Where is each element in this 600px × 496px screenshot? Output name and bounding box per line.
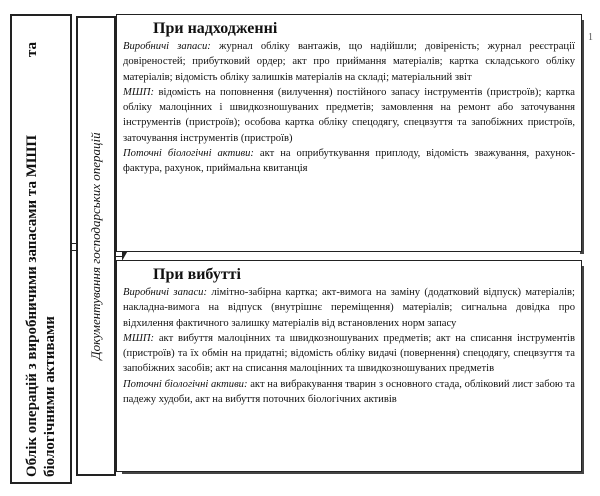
main-title-text: Облік операцій з виробничими запасами та МШП	[24, 135, 40, 477]
documentation-label: Документування господарських операцій	[88, 132, 103, 360]
arrival-heading: При надходженні	[153, 20, 278, 37]
item-text: лімітно-забірна картка; акт-вимога на заміну (додатковий відпуск) матеріалів; накладна-вимога на відпуск (внутрішнє переміщення) матеріалів; сигнальна довідка про відхилення фактичного залишку матеріалів від встановлених норм запасу	[123, 287, 575, 329]
item-category: МШП:	[123, 332, 155, 344]
main-title-tail: та	[24, 41, 40, 57]
main-title	[23, 21, 59, 477]
item-category: Поточні біологічні активи:	[123, 378, 248, 390]
disposal-heading: При вибутті	[153, 266, 241, 283]
item-category: МШП:	[123, 86, 155, 98]
disposal-item	[123, 331, 575, 377]
arrival-panel	[116, 14, 582, 252]
item-text: відомість на поповнення (вилучення) постійного запасу інструментів (пристроїв); картка обліку малоцінних і швидкозношуваних предметів; замовлення на ремонт або заточування інструментів (пристроїв); особова картка обліку спецодягу, спецвзуття та запобіжних пристроїв, заточування інструментів (пристроїв)	[123, 86, 575, 144]
main-title-box	[10, 14, 72, 484]
item-text: акт на вибракування тварин з основного стада, обліковий лист забою та падежу худоби, акт на вибуття поточних біологічних активів	[123, 378, 575, 406]
arrival-item	[123, 146, 575, 177]
main-title-line2: біологічними активами	[42, 316, 58, 477]
item-text: журнал обліку вантажів, що надійшли; довіреність; журнал реєстрації довіреностей; прибутковий ордер; акт про приймання матеріалів; картка складського обліку матеріалів; відомість обліку залишків матеріалів на складі; матеріальний звіт	[123, 41, 575, 83]
item-category: Виробничі запаси:	[123, 287, 207, 298]
main-title-line1	[23, 21, 41, 477]
page-marker: 1	[588, 32, 593, 43]
documentation-box	[76, 16, 116, 476]
item-text: акт вибуття малоцінних та швидкозношуваних предметів; акт на списання інструментів (пристроїв) та їх обмін на придатні; відомість обліку видачі (повернення) спецодягу, спецвзуття та запобіжних засобів; акт на списання малоцінних та швидкозношуваних предметів	[123, 332, 575, 375]
disposal-item	[123, 377, 575, 408]
item-category: Поточні біологічні активи:	[123, 148, 254, 160]
disposal-item	[123, 285, 575, 331]
disposal-panel	[116, 260, 582, 472]
item-text: акт на оприбуткування приплоду, відомість зважування, рахунок-фактура, рахунок, приймальна квитанція	[123, 148, 575, 175]
item-category: Виробничі запаси:	[123, 41, 211, 52]
arrival-item	[123, 85, 575, 146]
arrival-item	[123, 39, 575, 85]
